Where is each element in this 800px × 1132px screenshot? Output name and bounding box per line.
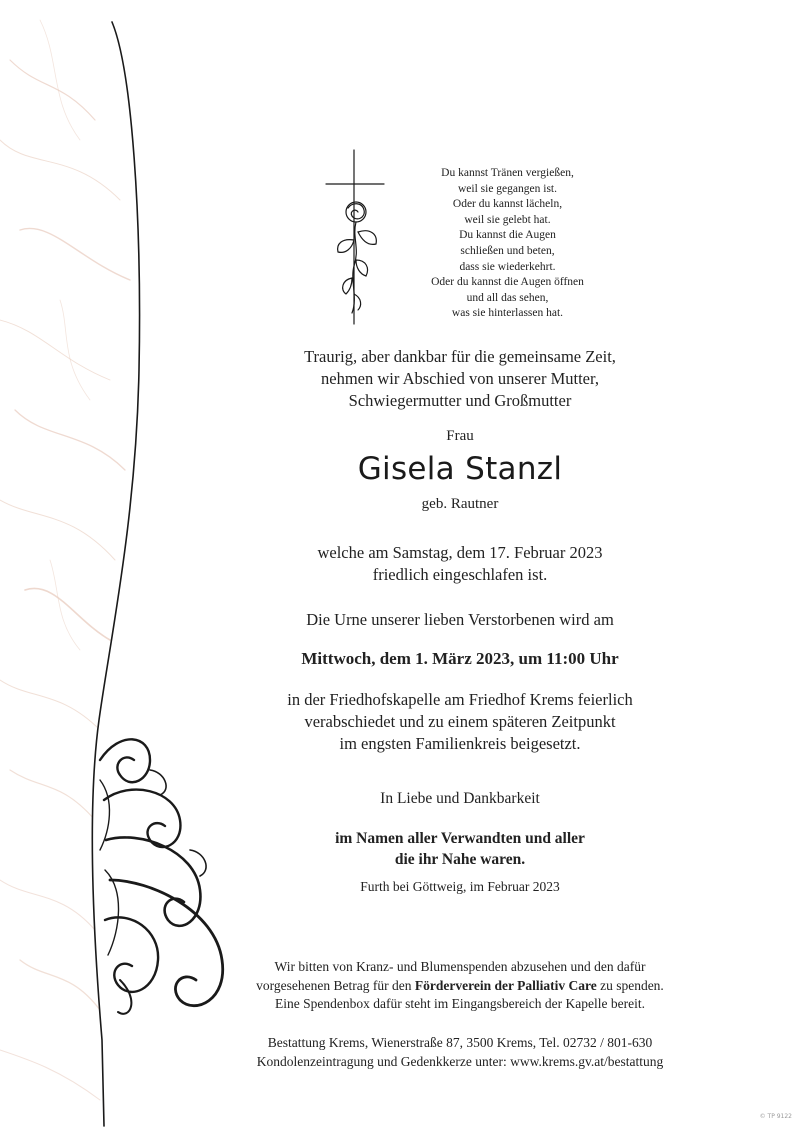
poem-line: Oder du kannst die Augen öffnen <box>431 276 584 289</box>
place-line: in der Friedhofskapelle am Friedhof Krems feierlich <box>287 690 633 709</box>
family-line: im Namen aller Verwandten und aller <box>335 830 585 847</box>
contact-line: Bestattung Krems, Wienerstraße 87, 3500 Krems, Tel. 02732 / 801-630 <box>267 1035 653 1050</box>
poem-line: weil sie gelebt hat. <box>464 213 551 226</box>
location-date: Furth bei Göttweig, im Februar 2023 <box>360 879 560 894</box>
ceremony-place <box>100 689 800 755</box>
salutation: Frau <box>446 428 474 444</box>
place-line: verabschiedet und zu einem späteren Zeitpunkt <box>304 712 616 731</box>
poem-line: Du kannst Tränen vergießen, <box>441 167 574 179</box>
donation-note <box>100 958 800 1014</box>
poem-line: was sie hinterlassen hat. <box>451 307 564 320</box>
birth-name: geb. Rautner <box>421 496 499 512</box>
poem-line: weil sie gegangen ist. <box>457 182 557 195</box>
death-line: friedlich eingeschlafen ist. <box>372 565 548 584</box>
family-signature <box>100 828 800 870</box>
contact-line: Kondolenzeintragung und Gedenkkerze unter: www.krems.gv.at/bestattung <box>256 1053 664 1069</box>
intro-line: Schwiegermutter und Großmutter <box>348 391 572 410</box>
family-line: die ihr Nahe waren. <box>394 851 526 868</box>
death-line: welche am Samstag, dem 17. Februar 2023 <box>317 543 603 562</box>
poem-line: schließen und beten, <box>460 244 555 257</box>
death-notice <box>100 542 800 586</box>
urn-intro: Die Urne unserer lieben Verstorbenen wird am <box>306 610 614 629</box>
poem <box>400 166 615 322</box>
poem-line: und all das sehen, <box>466 291 549 304</box>
deceased-name: Gisela Stanzl <box>357 451 563 487</box>
intro-text <box>100 346 800 412</box>
closing-text: In Liebe und Dankbarkeit <box>380 790 540 807</box>
donation-line: Wir bitten von Kranz- und Blumenspenden abzusehen und den dafür <box>274 959 646 974</box>
intro-line: nehmen wir Abschied von unserer Mutter, <box>321 369 599 388</box>
place-line: im engsten Familienkreis beigesetzt. <box>339 734 581 753</box>
donation-text: vorgesehenen Betrag für den <box>256 977 415 993</box>
poem-line: dass sie wiederkehrt. <box>459 260 556 273</box>
ceremony-date: Mittwoch, dem 1. März 2023, um 11:00 Uhr <box>301 649 619 668</box>
poem-line: Oder du kannst lächeln, <box>452 198 563 211</box>
intro-line: Traurig, aber dankbar für die gemeinsame Zeit, <box>304 347 616 366</box>
poem-line: Du kannst die Augen <box>459 229 556 242</box>
donation-text: zu spenden. <box>596 977 664 993</box>
template-code: © TP 9122 <box>759 1113 792 1120</box>
donation-line: Eine Spendenbox dafür steht im Eingangsbereich der Kapelle bereit. <box>275 996 645 1012</box>
cross-with-rose-icon <box>318 148 398 326</box>
funeral-home-contact <box>100 1034 800 1071</box>
charity-name: Förderverein der Palliativ Care <box>414 977 597 993</box>
donation-line <box>100 977 800 996</box>
